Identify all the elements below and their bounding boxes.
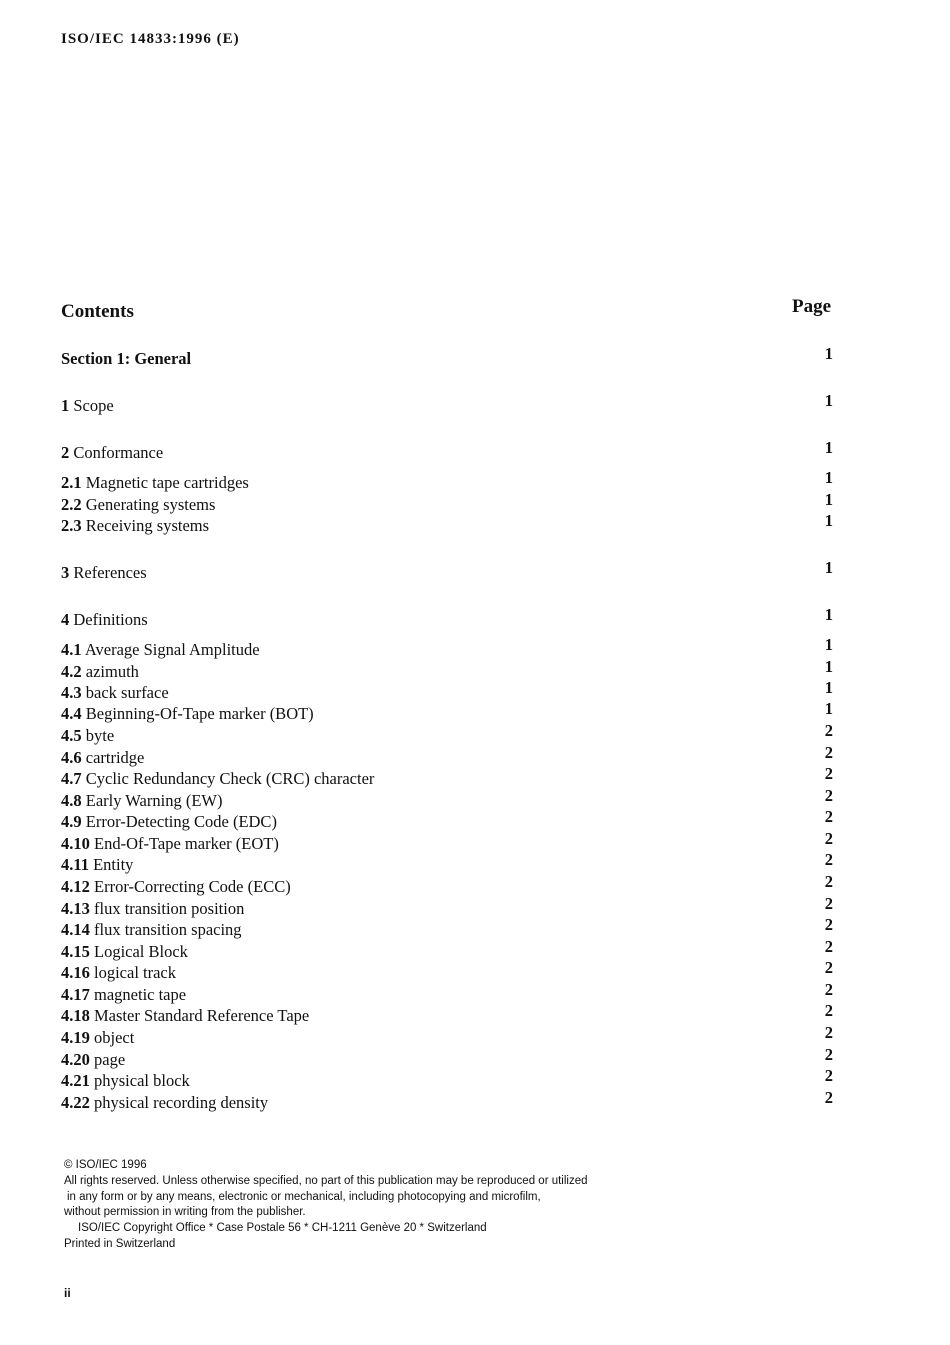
toc-entry[interactable] (61, 678, 833, 704)
rights-statement: All rights reserved. Unless otherwise specified, no part of this publication may be reproduced or utilized (64, 1174, 588, 1187)
toc-entry-title: azimuth (85, 662, 139, 681)
toc-entry[interactable] (61, 894, 833, 920)
toc-entry-page: 1 (824, 558, 833, 577)
toc-entry-page: 2 (824, 872, 833, 891)
toc-entry-title: back surface (85, 683, 169, 702)
toc-entry-page: 2 (824, 1045, 833, 1064)
toc-entry-title: Conformance (73, 443, 164, 462)
toc-entry[interactable] (61, 872, 833, 898)
toc-entry-title: flux transition position (94, 899, 245, 918)
toc-entry-number: 4.5 (61, 726, 82, 745)
toc-entry[interactable] (61, 721, 833, 747)
toc-entry[interactable] (61, 657, 833, 683)
toc-entry-title: page (94, 1050, 126, 1069)
toc-entry-number: 2 (61, 443, 70, 462)
toc-entry-title: Error-Correcting Code (ECC) (94, 877, 291, 896)
toc-entry-title: byte (85, 726, 115, 745)
toc-entry[interactable] (61, 490, 833, 516)
toc-entry-title: physical block (94, 1071, 190, 1090)
toc-entry-number: 4.11 (61, 855, 89, 874)
toc-entry-number: 4.4 (61, 704, 82, 723)
toc-entry-title: Average Signal Amplitude (84, 640, 260, 659)
toc-entry[interactable] (61, 829, 833, 855)
toc-entry-title: Scope (73, 396, 114, 415)
toc-entry-title: Definitions (73, 610, 148, 629)
toc-entry-number: 4.2 (61, 662, 82, 681)
toc-entry-number: 4.8 (61, 791, 82, 810)
toc-entry[interactable] (61, 391, 833, 417)
toc-entry-page: 2 (824, 1066, 833, 1085)
toc-entry-title: flux transition spacing (94, 920, 242, 939)
toc-entry-number: 4.15 (61, 942, 90, 961)
toc-entry-page: 1 (824, 490, 833, 509)
toc-entry-title: Magnetic tape cartridges (85, 473, 249, 492)
toc-entry-number: 4.6 (61, 748, 82, 767)
toc-entry[interactable] (61, 764, 833, 790)
toc-entry-page: 1 (824, 605, 833, 624)
toc-entry-page: 2 (824, 786, 833, 805)
toc-entry-title: References (73, 563, 147, 582)
toc-entry-title: Master Standard Reference Tape (94, 1006, 310, 1025)
toc-entry[interactable] (61, 699, 833, 725)
toc-entry-page: 1 (824, 391, 833, 410)
toc-entry-title: Early Warning (EW) (85, 791, 223, 810)
toc-entry-number: 4.14 (61, 920, 90, 939)
toc-entry-page: 2 (824, 829, 833, 848)
toc-entry[interactable] (61, 438, 833, 464)
toc-entry-number: 3 (61, 563, 70, 582)
toc-entry-page: 2 (824, 721, 833, 740)
toc-entry-number: 4.19 (61, 1028, 90, 1047)
copyright-line: © ISO/IEC 1996 (64, 1159, 147, 1171)
toc-entry[interactable] (61, 915, 833, 941)
toc-entry-number: 4.21 (61, 1071, 90, 1090)
toc-entry-number: 4 (61, 610, 70, 629)
toc-entry-number: 1 (61, 396, 70, 415)
toc-entry-number: 2.3 (61, 516, 82, 535)
toc-entry-page: 1 (824, 344, 833, 363)
page-number: ii (64, 1286, 71, 1300)
toc-entry-page: 2 (824, 958, 833, 977)
toc-entry-page: 2 (824, 764, 833, 783)
toc-entry-title: Logical Block (94, 942, 188, 961)
toc-entry-number: 4.9 (61, 812, 82, 831)
rights-statement-cont: in any form or by any means, electronic or mechanical, including photocopying and microfilm, (67, 1190, 541, 1203)
toc-entry[interactable] (61, 850, 833, 876)
toc-entry-page: 2 (824, 915, 833, 934)
toc-entry-page: 1 (824, 635, 833, 654)
toc-entry[interactable] (61, 635, 833, 661)
toc-entry-title: physical recording density (94, 1093, 269, 1112)
toc-entry-number: 4.13 (61, 899, 90, 918)
toc-entry[interactable] (61, 743, 833, 769)
toc-entry[interactable] (61, 511, 833, 537)
toc-entry-number: 4.1 (61, 640, 82, 659)
toc-entry-page: 2 (824, 1088, 833, 1107)
toc-entry-page: 2 (824, 1023, 833, 1042)
toc-entry-page: 1 (824, 468, 833, 487)
toc-entry-number: 4.12 (61, 877, 90, 896)
toc-entry-page: 2 (824, 937, 833, 956)
toc-entry-title: cartridge (85, 748, 145, 767)
toc-entry-page: 2 (824, 1001, 833, 1020)
toc-entry-number: 4.7 (61, 769, 82, 788)
toc-entry-title: Section 1: General (61, 349, 192, 368)
page-column-heading: Page (792, 296, 832, 317)
toc-entry-page: 2 (824, 980, 833, 999)
toc-entry-title: Beginning-Of-Tape marker (BOT) (85, 704, 314, 723)
toc-entry[interactable] (61, 958, 833, 984)
toc-entry-title: Generating systems (85, 495, 216, 514)
toc-entry-number: 4.10 (61, 834, 90, 853)
toc-entry[interactable] (61, 468, 833, 494)
toc-entry[interactable] (61, 1066, 833, 1092)
toc-entry-page: 2 (824, 743, 833, 762)
toc-entry[interactable] (61, 558, 833, 584)
toc-entry-title: logical track (94, 963, 177, 982)
toc-entry-page: 1 (824, 657, 833, 676)
toc-entry-title: Error-Detecting Code (EDC) (85, 812, 277, 831)
toc-entry-title: object (94, 1028, 135, 1047)
toc-entry[interactable] (61, 786, 833, 812)
toc-entry-number: 2.1 (61, 473, 82, 492)
rights-statement-cont: without permission in writing from the publisher. (64, 1206, 306, 1219)
toc-entry-page: 2 (824, 894, 833, 913)
toc-entry[interactable] (61, 980, 833, 1006)
toc-entry-number: 4.3 (61, 683, 82, 702)
toc-entry-title: Receiving systems (85, 516, 210, 535)
toc-entry-title: Cyclic Redundancy Check (CRC) character (85, 769, 375, 788)
toc-entry-page: 2 (824, 807, 833, 826)
toc-entry-title: Entity (93, 855, 134, 874)
document-header: ISO/IEC 14833:1996 (E) (61, 31, 240, 47)
toc-entry-title: magnetic tape (94, 985, 187, 1004)
toc-entry-number: 4.22 (61, 1093, 90, 1112)
toc-entry[interactable] (61, 1088, 833, 1114)
toc-entry[interactable] (61, 1023, 833, 1049)
toc-entry[interactable] (61, 937, 833, 963)
toc-entry[interactable] (61, 807, 833, 833)
toc-entry[interactable] (61, 344, 833, 370)
printed-in: Printed in Switzerland (64, 1237, 176, 1250)
copyright-notice (64, 1158, 588, 1253)
toc-entry-number: 4.17 (61, 985, 90, 1004)
copyright-office-address: ISO/IEC Copyright Office * Case Postale 56 * CH-1211 Genève 20 * Switzerland (78, 1222, 487, 1235)
toc-entry-page: 2 (824, 850, 833, 869)
toc-entry-page: 1 (824, 699, 833, 718)
toc-entry-page: 1 (824, 511, 833, 530)
toc-entry-number: 4.20 (61, 1050, 90, 1069)
toc-entry-title: End-Of-Tape marker (EOT) (94, 834, 279, 853)
toc-entry[interactable] (61, 1045, 833, 1071)
toc-entry-number: 4.16 (61, 963, 90, 982)
contents-title: Contents (61, 301, 134, 322)
toc-entry[interactable] (61, 1001, 833, 1027)
toc-entry-page: 1 (824, 678, 833, 697)
toc-entry[interactable] (61, 605, 833, 631)
toc-entry-number: 2.2 (61, 495, 82, 514)
toc-entry-number: 4.18 (61, 1006, 90, 1025)
toc-entry-page: 1 (824, 438, 833, 457)
